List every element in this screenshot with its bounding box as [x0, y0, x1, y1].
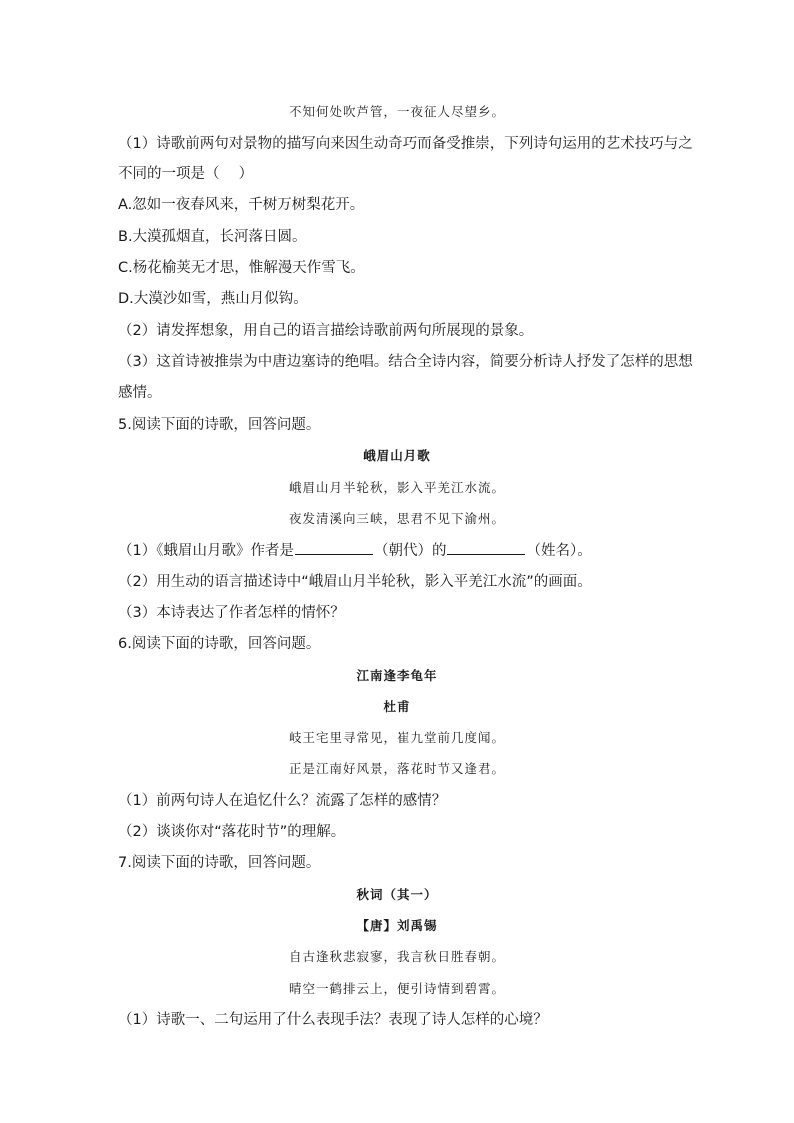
poem-line: 峨眉山月半轮秋，影入平羌江水流。: [288, 480, 505, 495]
poem-line: 正是江南好风景，落花时节又逢君。: [288, 761, 505, 776]
question-5-sub-1: [118, 540, 678, 561]
question-4-sub-1: （1）诗歌前两句对景物的描写向来因生动奇巧而备受推崇，下列诗句运用的艺术技巧与之: [118, 136, 693, 152]
poem-line: 岐王宅里寻常见，崔九堂前几度闻。: [288, 730, 505, 745]
poem-line: 自古逢秋悲寂寥，我言秋日胜春朝。: [288, 949, 505, 964]
question-5-sub-3: （3）本诗表达了作者怎样的情怀？: [118, 605, 345, 621]
question-6-sub-2: （2）谈谈你对“落花时节”的理解。: [118, 824, 346, 840]
question-5-sub-1-text: （1）《蛾眉山月歌》作者是: [118, 543, 294, 559]
question-4-sub-1-cont: 不同的一项是（ ）: [118, 166, 254, 182]
question-5-sub-2: （2）用生动的语言描述诗中“峨眉山月半轮秋，影入平羌江水流”的画面。: [118, 574, 592, 590]
question-6-sub-1: （1）前两句诗人在追忆什么？流露了怎样的感情？: [118, 793, 447, 809]
question-7-heading: 7.阅读下面的诗歌，回答问题。: [118, 855, 321, 871]
poem-line: 夜发清溪向三峡，思君不见下渝州。: [288, 511, 505, 526]
poem-author: 【唐】刘禹锡: [356, 918, 438, 933]
answer-blank-name[interactable]: [447, 540, 525, 555]
poem-title: 秋词（其一）: [356, 887, 438, 902]
poem-line: 晴空一鹤排云上，便引诗情到碧霄。: [288, 981, 505, 996]
question-4-sub-3-cont: 感情。: [118, 385, 162, 401]
option-c: C.杨花榆荚无才思，惟解漫天作雪飞。: [118, 260, 365, 276]
option-a: A.忽如一夜春风来，千树万树梨花开。: [118, 197, 365, 213]
poem-title: 江南逢李龟年: [356, 668, 438, 683]
question-5-heading: 5.阅读下面的诗歌，回答问题。: [118, 417, 321, 433]
poem-author: 杜甫: [383, 699, 411, 714]
option-d: D.大漠沙如雪，燕山月似钩。: [118, 291, 308, 307]
question-5-sub-1-text: （朝代）的: [373, 543, 447, 559]
question-4-sub-2: （2）请发挥想象，用自己的语言描绘诗歌前两句所展现的景象。: [118, 323, 534, 339]
question-4-sub-3: （3）这首诗被推崇为中唐边塞诗的绝唱。结合全诗内容，简要分析诗人抒发了怎样的思想: [118, 354, 693, 370]
poem-title: 峨眉山月歌: [363, 448, 431, 463]
question-5-sub-1-text: （姓名）。: [526, 543, 592, 559]
answer-blank-dynasty[interactable]: [295, 540, 373, 555]
poem-line: 不知何处吹芦管，一夜征人尽望乡。: [288, 104, 505, 119]
question-6-heading: 6.阅读下面的诗歌，回答问题。: [118, 636, 321, 652]
question-7-sub-1: （1）诗歌一、二句运用了什么表现手法？表现了诗人怎样的心境？: [118, 1012, 548, 1028]
option-b: B.大漠孤烟直，长河落日圆。: [118, 229, 307, 245]
